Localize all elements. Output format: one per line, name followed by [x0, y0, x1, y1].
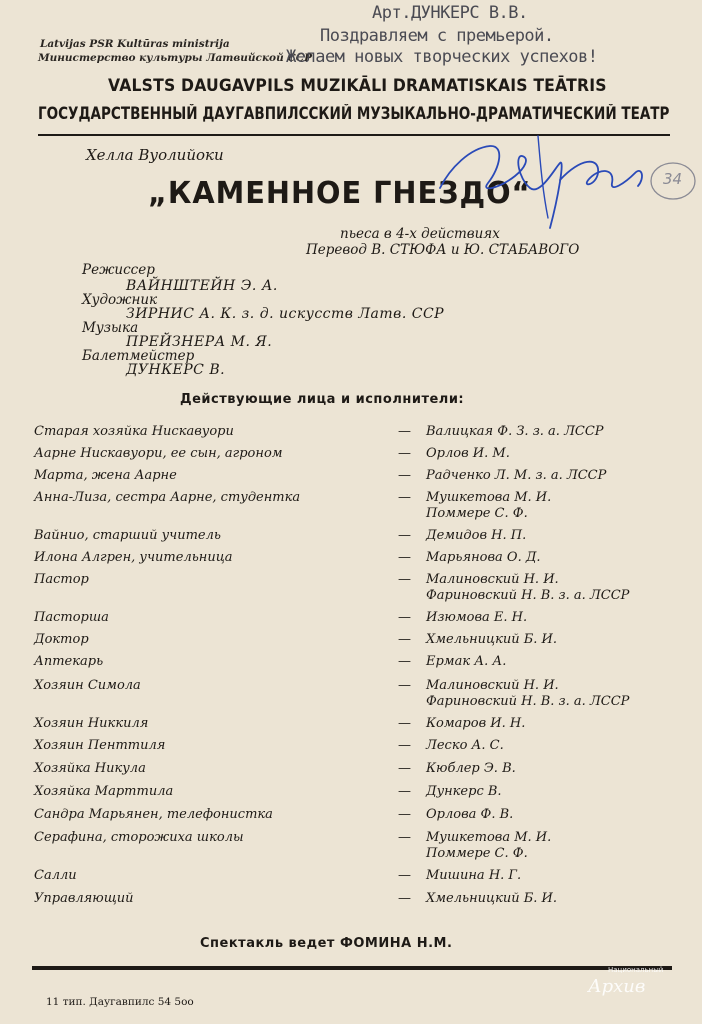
- ministry-latvian: Latvijas PSR Kultūras ministrija: [40, 38, 230, 50]
- cast-role: Анна-Лиза, сестра Аарне, студентка: [34, 490, 301, 505]
- crew-role-director: Режиссер: [82, 262, 155, 278]
- crew-role-artist: Художник: [82, 292, 158, 308]
- archive-watermark-label: Национальный: [608, 966, 664, 974]
- cast-actor: Мушкетова М. И.: [426, 490, 552, 505]
- cast-role: Аптекарь: [34, 654, 104, 669]
- cast-role: Илона Алгрен, учительница: [34, 550, 233, 565]
- cast-dash: —: [398, 784, 411, 799]
- cast-actor-alt: Фариновский Н. В. з. а. ЛССР: [426, 694, 630, 709]
- cast-actor-alt: Поммере С. Ф.: [426, 846, 528, 861]
- cast-dash: —: [398, 572, 411, 587]
- play-title: „КАМЕННОЕ ГНЕЗДО“: [148, 176, 532, 211]
- footer-rule: [32, 966, 672, 970]
- play-subtitle: пьеса в 4-х действиях: [340, 226, 500, 242]
- cast-dash: —: [398, 468, 411, 483]
- cast-dash: —: [398, 678, 411, 693]
- play-translation: Перевод В. СТЮФА и Ю. СТАБАВОГО: [306, 242, 580, 258]
- cast-role: Хозяин Пенттиля: [34, 738, 166, 753]
- cast-dash: —: [398, 738, 411, 753]
- crew-role-music: Музыка: [82, 320, 139, 336]
- cast-role: Сандра Марьянен, телефонистка: [34, 807, 273, 822]
- stamp-line-2: Поздравляем с премьерой.: [320, 26, 554, 46]
- cast-actor: Орлов И. М.: [426, 446, 510, 461]
- crew-name-artist: ЗИРНИС А. К. з. д. искусств Латв. ССР: [126, 306, 445, 322]
- cast-role: Марта, жена Аарне: [34, 468, 177, 483]
- cast-role: Серафина, сторожиха школы: [34, 830, 244, 845]
- printer-imprint: 11 тип. Даугавпилс 54 5оо: [46, 996, 194, 1008]
- cast-dash: —: [398, 654, 411, 669]
- play-author: Хелла Вуолийоки: [86, 146, 224, 164]
- cast-dash: —: [398, 716, 411, 731]
- stamp-line-3: Желаем новых творческих успехов!: [286, 47, 598, 67]
- cast-actor: Демидов Н. П.: [426, 528, 527, 543]
- signature-mark: [430, 128, 660, 238]
- cast-actor: Дункерс В.: [426, 784, 502, 799]
- crew-role-ballet: Балетмейстер: [82, 348, 195, 364]
- theatre-name-latvian: VALSTS DAUGAVPILS MUZIKĀLI DRAMATISKAIS TEĀTRIS: [108, 76, 607, 96]
- cast-actor: Изюмова Е. Н.: [426, 610, 528, 625]
- cast-dash: —: [398, 891, 411, 906]
- cast-role: Доктор: [34, 632, 89, 647]
- cast-actor: Кюблер Э. В.: [426, 761, 516, 776]
- cast-actor: Радченко Л. М. з. а. ЛССР: [426, 468, 607, 483]
- cast-dash: —: [398, 807, 411, 822]
- cast-role: Пасторша: [34, 610, 109, 625]
- cast-actor: Орлова Ф. В.: [426, 807, 514, 822]
- cast-actor: Малиновский Н. И.: [426, 572, 559, 587]
- cast-role: Салли: [34, 868, 77, 883]
- crew-name-director: ВАЙНШТЕЙН Э. А.: [126, 278, 278, 294]
- cast-role: Пастор: [34, 572, 89, 587]
- stage-manager-note: Спектакль ведет ФОМИНА Н.М.: [200, 936, 453, 951]
- cast-dash: —: [398, 610, 411, 625]
- cast-role: Аарне Нискавуори, ее сын, агроном: [34, 446, 283, 461]
- theatre-name-russian: ГОСУДАРСТВЕННЫЙ ДАУГАВПИЛССКИЙ МУЗЫКАЛЬНО-ДРАМАТИЧЕСКИЙ ТЕАТР: [38, 104, 670, 123]
- cast-actor-alt: Фариновский Н. В. з. а. ЛССР: [426, 588, 630, 603]
- cast-actor: Леско А. С.: [426, 738, 504, 753]
- cast-role: Хозяин Никкиля: [34, 716, 149, 731]
- cast-role: Хозяйка Никула: [34, 761, 146, 776]
- cast-heading: Действующие лица и исполнители:: [180, 392, 465, 407]
- cast-dash: —: [398, 632, 411, 647]
- stamp-line-1: Арт.ДУНКЕРС В.В.: [372, 3, 528, 23]
- archive-watermark: Архив: [588, 976, 646, 997]
- page-number: 34: [663, 170, 683, 188]
- cast-role: Хозяйка Марттила: [34, 784, 174, 799]
- cast-dash: —: [398, 550, 411, 565]
- crew-name-ballet: ДУНКЕРС В.: [126, 362, 226, 378]
- cast-actor: Мишина Н. Г.: [426, 868, 522, 883]
- cast-dash: —: [398, 446, 411, 461]
- cast-actor: Хмельницкий Б. И.: [426, 632, 558, 647]
- cast-dash: —: [398, 830, 411, 845]
- cast-role: Вайнио, старший учитель: [34, 528, 221, 543]
- cast-actor: Мушкетова М. И.: [426, 830, 552, 845]
- cast-role: Хозяин Симола: [34, 678, 141, 693]
- cast-actor: Хмельницкий Б. И.: [426, 891, 558, 906]
- cast-actor-alt: Поммере С. Ф.: [426, 506, 528, 521]
- cast-dash: —: [398, 761, 411, 776]
- cast-dash: —: [398, 868, 411, 883]
- cast-role: Управляющий: [34, 891, 134, 906]
- cast-actor: Ермак А. А.: [426, 654, 507, 669]
- cast-dash: —: [398, 528, 411, 543]
- cast-role: Старая хозяйка Нискавуори: [34, 424, 234, 439]
- ministry-russian: Министерство культуры Латвийской ССР: [38, 52, 312, 64]
- cast-dash: —: [398, 424, 411, 439]
- cast-actor: Марьянова О. Д.: [426, 550, 541, 565]
- cast-actor: Валицкая Ф. З. з. а. ЛССР: [426, 424, 604, 439]
- cast-dash: —: [398, 490, 411, 505]
- crew-name-music: ПРЕЙЗНЕРА М. Я.: [126, 334, 273, 350]
- cast-actor: Малиновский Н. И.: [426, 678, 559, 693]
- cast-actor: Комаров И. Н.: [426, 716, 526, 731]
